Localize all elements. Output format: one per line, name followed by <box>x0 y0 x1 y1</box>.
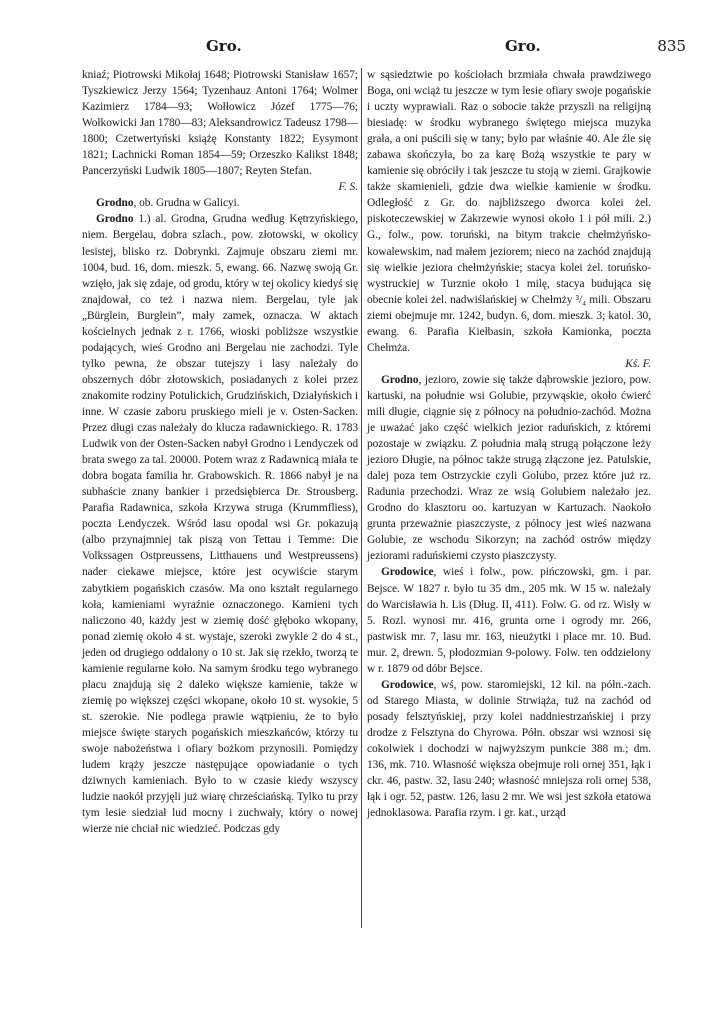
entry-headword: Grodno <box>96 213 134 226</box>
paragraph-text: w sąsiedztwie po kościołach brzmiała chwała prawdziwego Boga, oni wciąż tu jeszcze w tym lesie ofiary swoje pogańskie i uczty wyprawiali. Raz o sobocie także przyszli na religijną biesiadę: w środku wybranego świętego miejsca muzyka grała, a oni puścili się w tany; było par właśnie 40. Ale źle się zabawa skończyła, bo za karę Bożą wszystkie te pary w kamienie się obróciły i tak jeszcze tu stoją w ziemi. Grajkowie także skamienieli, gdzie dwa wielkie kamienie w środku. Odległość z Gr. do najbliższego dworca kolei żel. piskoteczewskiej w Zakrzewie wynosi około 1 i pół mili. 2.) G., folw., pow. toruński, na bitym trakcie chełmżyńsko-kowalewskim, nad małem jeziorem; nieco na zachód znajdują się wielkie jeziora chełmżyńskie; stacya kolei żel. toruńsko-wystruckiej w Turznie około 1 milę, stacya budująca się obecnie kolei żel. nadwiślańskiej w Chełmży ³/₄ mili. Obszaru ziemi obejmuje mr. 1242, budyn. 6, dom. mieszk. 3; katol. 30, ewang. 6. Parafia Kiełbasin, szkoła Kamionka, poczta Chełmża. <box>367 69 651 354</box>
entry-grodno-galicia <box>82 195 358 211</box>
page-header <box>82 30 702 60</box>
entry-headword: Grodowice <box>381 678 434 691</box>
entry-headword: Grodno <box>381 373 419 386</box>
entry-grodowice-pinczow <box>367 564 651 676</box>
entry-text: , jezioro, zowie się także dąbrowskie jezioro, pow. kartuski, na południe wsi Golubie, przywąskie, około ćwierć mili długie, ciągnie się z północy na południo-zachód. Można je uważać jako część wielkich jezior raduńskich, z któremi pozostaje w związku. Z południa małą strugą połączone leży jezioro Długie, na północ także strugą złączone jez. Patulskie, dalej poza tem Ostrzyckie czyli Golubo, przez które już rz. Radunia przechodzi. Wraz ze wsią Golubiem należało jez. Grodno do klasztoru oo. kartuzyan w Kartuzach. Naokoło grunta przeważnie piaszczyste, z północy jest wieś nazwana Golubie, ze wschodu Sikorzyn; na zachód ostrów między jeziorami raduńskiemi czysto piaszczysty. <box>367 373 651 563</box>
entry-headword: Grodno <box>96 197 134 210</box>
entry-grodno-zlotow <box>82 211 358 837</box>
running-head-left: Gro. <box>206 37 242 55</box>
entry-grodno-lake <box>367 372 651 565</box>
entry-text: , wieś i folw., pow. pińczowski, gm. i par. Bejsce. W 1827 r. było tu 35 dm., 205 mk. W 15 w. należały do Warcisławia h. Lis (Dług. II, 411). Folw. G. od rz. Wisły w 5. Rozl. wynosi mr. 416, grunta orne i ogrody mr. 266, pastwisk mr. 7, lasu mr. 163, nieużytki i place mr. 10. Bud. mur. 2, drewn. 5, płodozmian 9-polowy. Folw. ten oddzielony w r. 1879 od dóbr Bejsce. <box>367 566 651 675</box>
entry-headword: Grodowice <box>381 566 434 579</box>
entry-text: , wś, pow. staromiejski, 12 kil. na półn.-zach. od Starego Miasta, w dolinie Strwiąża, tuż na zachód od posady felsztyńskiej, przy kolei naddniestrzańskiej i przy drodze z Felsztyna do Chyrowa. Półn. obszar wsi wznosi się cokolwiek i dochodzi w najwyższym punkcie 388 m.; dm. 136, mk. 710. Własność większa obejmuje roli ornej 351, łąk i ckr. 46, pastw. 32, lasu 240; własność mniejsza roli ornej 538, łąk i ogr. 52, pastw. 126, lasu 2 mr. We wsi jest szkoła etatowa jednoklasowa. Parafia rzym. i gr. kat., urząd <box>367 678 651 820</box>
author-signature: Kś. F. <box>625 357 651 370</box>
left-column <box>82 67 358 837</box>
entry-grodowice-staromiejski <box>367 677 651 821</box>
running-head-right: Gro. <box>505 37 541 55</box>
continued-paragraph <box>82 67 358 195</box>
right-column <box>367 67 651 821</box>
page-number: 835 <box>657 37 686 55</box>
author-signature: F. S. <box>338 181 358 194</box>
entry-text: 1.) al. Grodna, Grudna według Kętrzyńskiego, niem. Bergelau, dobra szlach., pow. złotowski, w okolicy lesistej, blisko rz. Dobrynki. Zajmuje obszaru ziemi mr. 1004, bud. 16, dom. mieszk. 5, ewang. 66. Nazwę swoją Gr. wzięło, jak się zdaje, od grodu, który w tej okolicy kiedyś się znajdował, co też i nazwa niem. Bergelau, tyle jak „Bürglein, Burglein”, mały zamek, oznacza. W aktach kościelnych jednak z r. 1766, wioski pobliższe wszystkie podających, wieś Grodno ani Bergelau nie zachodzi. Tyle tylko pewna, że obszar tutejszy i lasy należały do obszernych dóbr złotowskich, posiadanych z kolei przez znakomite rodziny Potulickich, Grudzińskich, Działyńskich i inne. W czasie zaboru pruskiego mieli je v. Osten-Sacken. Przez długi czas należały do klucza radawnickiego. R. 1783 Ludwik von der Osten-Sacken nabył Grodno i Lendyczek od brata swego za tal. 20000. Potem wraz z Radawnicą miała te dobra bogata familia hr. Grabowskich. R. 1866 nabył je na subhaście znany bankier i przedsiębierca Dr. Strousberg. Parafia Radawnica, szkoła Krzywa struga (Krummfliess), poczta Lendyczek. Wśród lasu opodal wsi Gr. pokazują (albo przynajmniej tak piszą von Tettau i Temme: Die Volkssagen Ostpreussens, Litthauens und Westpreussens) nader ciekawe miejsce, które jest ocywiście starym zabytkiem pogańskich czasów. Ma ono kształt regularnego koła, kamieniami wyraźnie oznaczonego. Kamieni tych naliczono 40, każdy jest w ziemię dość głęboko wkopany, ponad ziemię około 4 st. wystaje, szeroki zwykle 2 do 4 st., jeden od drugiego oddalony o 10 st. Jak się rzekło, tworzą te kamienie regularne koło. Na samym środku tego wybranego placu znajdują się 2 daleko większe kamienie, także w ziemię po większej części wkopane, około 10 st. wysokie, 5 st. szerokie. Nie podlega prawie wątpieniu, że to było miejsce święte starych pogańskich mieszkańców, którzy tu swoje nabożeństwa i ofiary bożkom przynosili. Pomiędzy ludem krąży jeszcze następujące opowiadanie o tych dziwnych kamieniach. Było to w czasie kiedy wszyscy ludzie naokół przyjęli już wiarę chrześciańską. Tylko tu przy tym lesie siedział lud mocny i zuchwały, który o nowej wierze nie chciał nic wiedzieć. Podczas gdy <box>82 213 358 836</box>
paragraph-text: kniaź; Piotrowski Mikołaj 1648; Piotrowski Stanisław 1657; Tyszkiewicz Jerzy 1564; Tyzenhauz Antoni 1764; Wolmer Kazimierz 1784—93; Wołłowicz Józef 1775—76; Wołkowicki Jan 1780—83; Aleksandrowicz Tadeusz 1798—1800; Czetwertyński książę Konstanty 1822; Eysymont 1821; Lachnicki Roman 1854—59; Orzeszko Kalikst 1848; Pancerzyński Ludwik 1805—1807; Reyten Stefan. <box>82 69 358 178</box>
entry-text: , ob. Grudna w Galicyi. <box>133 197 240 210</box>
continued-paragraph <box>367 67 651 372</box>
column-divider <box>361 68 362 928</box>
